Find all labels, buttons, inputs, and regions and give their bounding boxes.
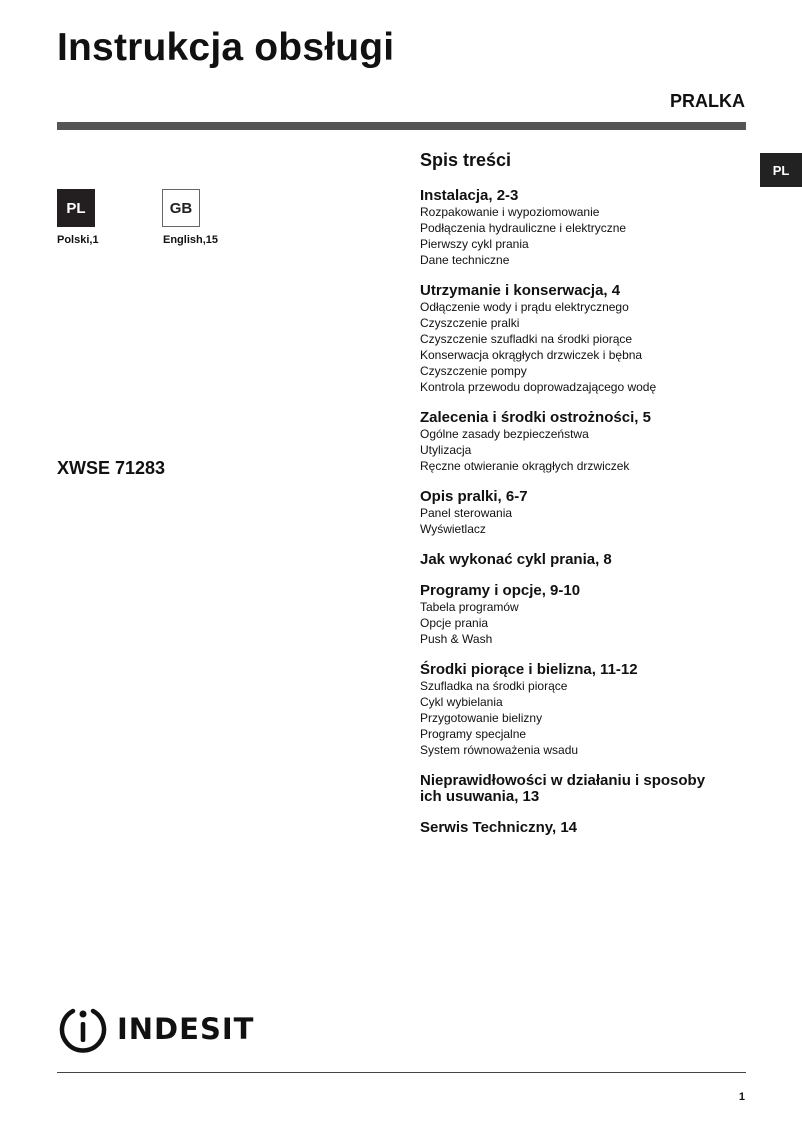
toc-section (420, 662, 760, 758)
toc-item[interactable]: Ogólne zasady bezpieczeństwa (420, 427, 589, 441)
toc-section-heading[interactable]: Instalacja, 2-3 (420, 187, 519, 204)
toc-item[interactable]: Utylizacja (420, 443, 472, 457)
toc-item[interactable]: Cykl wybielania (420, 695, 503, 709)
toc-item[interactable]: Push & Wash (420, 632, 493, 646)
language-side-tab: PL (760, 153, 802, 187)
brand-name: INDESIT (117, 1012, 255, 1046)
toc-section (420, 552, 760, 568)
toc-section (420, 188, 760, 268)
page-title: Instrukcja obsługi (57, 26, 395, 69)
toc-title: Spis treści (420, 150, 512, 170)
toc-section (420, 489, 760, 537)
toc-section (420, 820, 760, 836)
toc-item[interactable]: Pierwszy cykl prania (420, 237, 529, 251)
indesit-power-icon (57, 1003, 109, 1055)
language-label-pl[interactable]: Polski,1 (57, 234, 99, 246)
toc-section (420, 583, 760, 647)
toc-section (420, 283, 760, 395)
toc-section (420, 410, 760, 474)
product-type: PRALKA (670, 91, 745, 111)
toc-item[interactable]: Tabela programów (420, 600, 519, 614)
toc-section-heading[interactable]: Zalecenia i środki ostrożności, 5 (420, 409, 651, 426)
toc-item[interactable]: System równoważenia wsadu (420, 743, 579, 757)
header-divider (57, 122, 746, 130)
language-badge-gb[interactable]: GB (162, 189, 200, 227)
table-of-contents (420, 188, 760, 851)
toc-item[interactable]: Podłączenia hydrauliczne i elektryczne (420, 221, 627, 235)
toc-item[interactable]: Czyszczenie szufladki na środki piorące (420, 332, 633, 346)
toc-section-heading[interactable]: Utrzymanie i konserwacja, 4 (420, 282, 621, 299)
toc-item[interactable]: Rozpakowanie i wypoziomowanie (420, 205, 600, 219)
toc-item[interactable]: Panel sterowania (420, 506, 513, 520)
toc-section-heading[interactable]: Nieprawidłowości w działaniu i sposoby ich usuwania, 13 (420, 772, 706, 805)
toc-section (420, 773, 760, 805)
toc-item[interactable]: Dane techniczne (420, 253, 510, 267)
toc-section-heading[interactable]: Opis pralki, 6-7 (420, 488, 528, 505)
toc-section-heading[interactable]: Jak wykonać cykl prania, 8 (420, 551, 612, 568)
model-number: XWSE 71283 (57, 458, 166, 478)
toc-item[interactable]: Szufladka na środki piorące (420, 679, 568, 693)
toc-section-heading[interactable]: Środki piorące i bielizna, 11-12 (420, 661, 638, 678)
toc-section-heading[interactable]: Serwis Techniczny, 14 (420, 819, 578, 836)
toc-item[interactable]: Wyświetlacz (420, 522, 486, 536)
toc-item[interactable]: Przygotowanie bielizny (420, 711, 543, 725)
indesit-logo (57, 1003, 254, 1055)
toc-item[interactable]: Ręczne otwieranie okrągłych drzwiczek (420, 459, 630, 473)
footer-divider (57, 1072, 746, 1073)
toc-item[interactable]: Programy specjalne (420, 727, 527, 741)
toc-item[interactable]: Opcje prania (420, 616, 489, 630)
page-number: 1 (738, 1091, 745, 1103)
toc-item[interactable]: Odłączenie wody i prądu elektrycznego (420, 300, 629, 314)
toc-section-heading[interactable]: Programy i opcje, 9-10 (420, 582, 581, 599)
toc-item[interactable]: Czyszczenie pralki (420, 316, 520, 330)
language-badge-pl[interactable]: PL (57, 189, 95, 227)
toc-item[interactable]: Kontrola przewodu doprowadzającego wodę (420, 380, 657, 394)
toc-item[interactable]: Konserwacja okrągłych drzwiczek i bębna (420, 348, 643, 362)
language-label-gb[interactable]: English,15 (163, 234, 219, 246)
toc-item[interactable]: Czyszczenie pompy (420, 364, 527, 378)
